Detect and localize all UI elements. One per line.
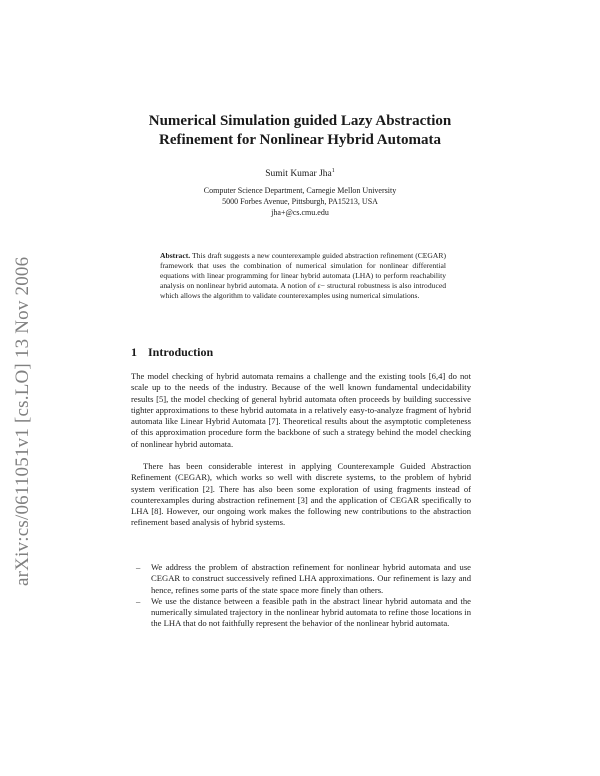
list-dash: – — [136, 595, 141, 606]
author-affiliation — [100, 185, 500, 218]
author-name — [100, 169, 500, 179]
title-line-1: Numerical Simulation guided Lazy Abstraction — [148, 113, 452, 129]
author-text: Sumit Kumar Jha — [265, 169, 332, 179]
list-item — [131, 596, 471, 630]
author-email: jha+@cs.cmu.edu — [271, 208, 329, 217]
list-dash: – — [136, 562, 141, 572]
abstract-label: Abstract. — [160, 251, 191, 260]
contributions-list — [131, 562, 471, 630]
list-item-text: We address the problem of abstraction refinement for nonlinear hybrid automata and use CEGAR to construct successively refined LHA approximations. Our refinement is lazy and hence, refines some parts of the state space more finely than others. — [151, 562, 471, 595]
title-line-2: Refinement for Nonlinear Hybrid Automata — [159, 132, 441, 148]
intro-paragraph-1: The model checking of hybrid automata remains a challenge and the existing tools [6,4] do not scale up to the needs of the industry. Because of the well known fundamental undecidability results [5], the model checking of general hybrid automata often proceeds by building successive tighter approximations to these hybrid automata in a relatively easy-to-analyze fragment of hybrid automata like Linear Hybrid Automata [7]. Theoretical results about the asymptotic completeness of this approximation procedure form the backbone of such a strategy behind the model checking of nonlinear hybrid automata. — [131, 371, 471, 449]
section-number: 1 — [131, 345, 137, 359]
paper-title — [100, 112, 500, 150]
affiliation-line-1: Computer Science Department, Carnegie Mellon University — [203, 186, 397, 195]
affiliation-line-2: 5000 Forbes Avenue, Pittsburgh, PA15213, USA — [222, 197, 378, 206]
list-item — [131, 562, 471, 596]
abstract-block — [160, 251, 446, 301]
intro-paragraph-2: There has been considerable interest in applying Counterexample Guided Abstraction Refinement (CEGAR), which works so well with discrete systems, to the problem of hybrid system verification [2]. There has also been some exploration of using fragments instead of counterexamples during abstraction refinement [3] and the application of CEGAR specifically to LHA [8]. However, our ongoing work makes the following new contributions to the abstraction refinement based analysis of hybrid systems. — [131, 461, 471, 528]
section-heading — [131, 345, 213, 360]
list-item-text: We use the distance between a feasible path in the abstract linear hybrid automata and the numerically simulated trajectory in the nonlinear hybrid automata to refine those locations in the LHA that do not faithfully represent the behavior of the nonlinear hybrid automata. — [151, 595, 471, 629]
section-title: Introduction — [148, 345, 214, 359]
abstract-text: This draft suggests a new counterexample guided abstraction refinement (CEGAR) framework that uses the combination of numerical simulation for nonlinear differential equations with linear programming for linear hybrid automata (LHA) to perform reachability analysis on nonlinear hybrid automata. A notion of ε− structural robustness is also introduced which allows the algorithm to validate counterexamples using numerical simulations. — [160, 251, 446, 301]
author-footnote-mark: 1 — [331, 167, 335, 174]
arxiv-identifier-stamp: arXiv:cs/0611051v1 [cs.LO] 13 Nov 2006 — [12, 256, 33, 586]
